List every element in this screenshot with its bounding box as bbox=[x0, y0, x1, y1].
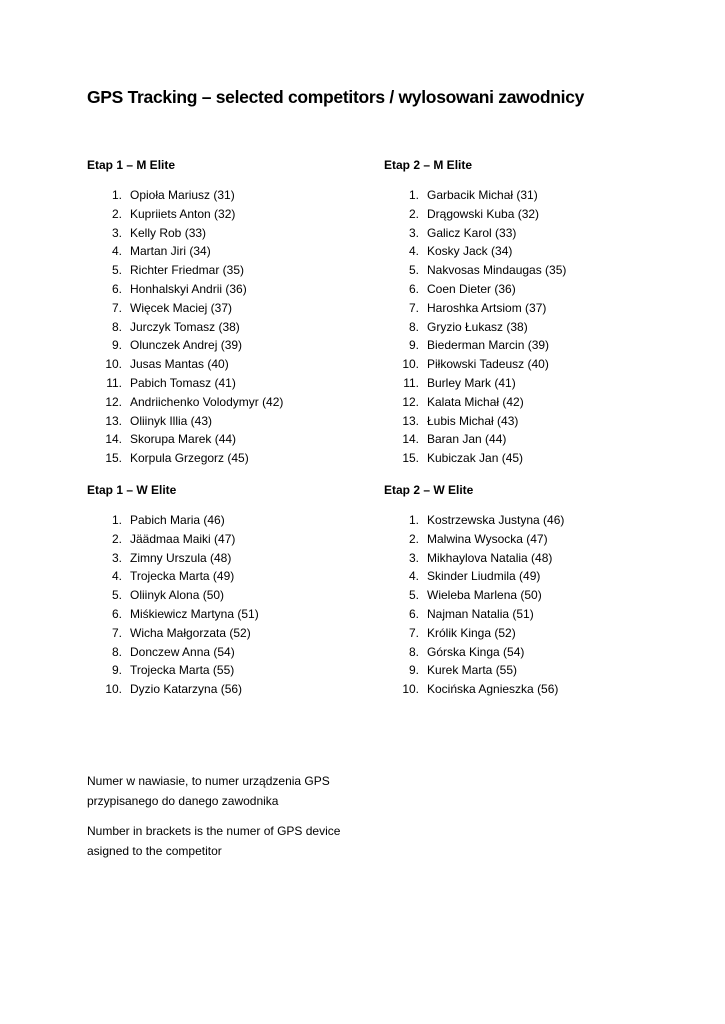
competitor-name: Skinder Liudmila (49) bbox=[427, 569, 541, 584]
list-item-number: 12. bbox=[105, 394, 122, 409]
competitor-name: Łubis Michał (43) bbox=[427, 413, 519, 428]
list-item bbox=[384, 661, 684, 680]
list-item bbox=[384, 280, 684, 299]
competitor-name: Jäädmaa Maiki (47) bbox=[130, 531, 236, 546]
list-item-number: 2. bbox=[408, 531, 419, 546]
list-item-number: 4. bbox=[111, 569, 122, 584]
list-item-number: 8. bbox=[111, 644, 122, 659]
list-item bbox=[384, 586, 684, 605]
competitor-name: Górska Kinga (54) bbox=[427, 644, 525, 659]
list-item bbox=[384, 412, 684, 431]
list-item bbox=[87, 430, 387, 449]
competitor-name: Zimny Urszula (48) bbox=[130, 550, 232, 565]
competitor-name: Martan Jiri (34) bbox=[130, 244, 211, 259]
list-item-number: 6. bbox=[408, 281, 419, 296]
section-heading: Etap 2 – W Elite bbox=[384, 483, 474, 497]
list-item-number: 9. bbox=[111, 338, 122, 353]
competitor-name: Honhalskyi Andrii (36) bbox=[130, 281, 247, 296]
competitor-name: Coen Dieter (36) bbox=[427, 281, 516, 296]
list-item-number: 1. bbox=[111, 513, 122, 527]
list-item bbox=[384, 605, 684, 624]
list-item bbox=[87, 242, 387, 261]
list-item bbox=[384, 643, 684, 662]
list-item-number: 6. bbox=[111, 281, 122, 296]
list-item bbox=[384, 530, 684, 549]
competitor-name: Kupriiets Anton (32) bbox=[130, 206, 236, 221]
list-item-number: 3. bbox=[111, 550, 122, 565]
competitor-name: Garbacik Michał (31) bbox=[427, 188, 538, 202]
list-item-number: 2. bbox=[408, 206, 419, 221]
note-english: Number in brackets is the numer of GPS device asigned to the competitor bbox=[87, 824, 341, 858]
section-heading: Etap 2 – M Elite bbox=[384, 158, 473, 172]
competitor-name: Kostrzewska Justyna (46) bbox=[427, 513, 565, 527]
competitor-name: Malwina Wysocka (47) bbox=[427, 531, 548, 546]
list-item bbox=[87, 412, 387, 431]
list-item bbox=[384, 224, 684, 243]
list-item-number: 13. bbox=[402, 413, 419, 428]
list-item-number: 1. bbox=[408, 188, 419, 202]
list-item-number: 15. bbox=[402, 451, 419, 466]
competitor-name: Galicz Karol (33) bbox=[427, 225, 517, 240]
competitor-name: Kurek Marta (55) bbox=[427, 663, 518, 678]
competitor-name: Biederman Marcin (39) bbox=[427, 338, 550, 353]
list-item-number: 15. bbox=[105, 451, 122, 466]
list-item-number: 4. bbox=[111, 244, 122, 259]
competitor-name: Oliinyk Illia (43) bbox=[130, 413, 213, 428]
competitor-name: Pabich Maria (46) bbox=[130, 513, 225, 527]
list-item-number: 5. bbox=[111, 263, 122, 278]
list-item-number: 4. bbox=[408, 244, 419, 259]
list-item bbox=[87, 280, 387, 299]
list-item-number: 8. bbox=[111, 319, 122, 334]
list-item-number: 1. bbox=[111, 188, 122, 202]
list-item-number: 7. bbox=[408, 625, 419, 640]
list-item bbox=[87, 318, 387, 337]
list-item bbox=[384, 205, 684, 224]
competitor-name: Richter Friedmar (35) bbox=[130, 263, 245, 278]
section-heading: Etap 1 – W Elite bbox=[87, 483, 177, 497]
list-item-number: 9. bbox=[408, 338, 419, 353]
competitor-name: Haroshka Artsiom (37) bbox=[427, 300, 547, 315]
list-item-number: 10. bbox=[402, 357, 419, 372]
list-item bbox=[87, 643, 387, 662]
list-item-number: 13. bbox=[105, 413, 122, 428]
list-item bbox=[87, 299, 387, 318]
competitor-name: Nakvosas Mindaugas (35) bbox=[427, 263, 567, 278]
list-item-number: 5. bbox=[408, 588, 419, 603]
competitor-name: Kosky Jack (34) bbox=[427, 244, 513, 259]
list-item bbox=[87, 549, 387, 568]
competitor-name: Kubiczak Jan (45) bbox=[427, 451, 524, 466]
competitor-name: Donczew Anna (54) bbox=[130, 644, 235, 659]
list-item-number: 11. bbox=[106, 375, 122, 390]
list-item-number: 14. bbox=[402, 432, 419, 447]
competitor-list bbox=[384, 186, 684, 468]
competitor-name: Miśkiewicz Martyna (51) bbox=[130, 606, 259, 621]
list-item bbox=[87, 374, 387, 393]
list-item bbox=[87, 511, 387, 530]
list-item bbox=[87, 586, 387, 605]
competitor-name: Skorupa Marek (44) bbox=[130, 432, 237, 447]
list-item bbox=[87, 393, 387, 412]
section-etap1-m-elite bbox=[87, 155, 387, 468]
list-item bbox=[87, 624, 387, 643]
list-item bbox=[384, 393, 684, 412]
list-item-number: 10. bbox=[105, 357, 122, 372]
list-item-number: 3. bbox=[408, 550, 419, 565]
list-item-number: 5. bbox=[408, 263, 419, 278]
list-item-number: 8. bbox=[408, 319, 419, 334]
list-item bbox=[87, 530, 387, 549]
list-item bbox=[87, 355, 387, 374]
list-item bbox=[87, 661, 387, 680]
competitor-name: Wieleba Marlena (50) bbox=[427, 588, 542, 603]
competitor-name: Baran Jan (44) bbox=[427, 432, 507, 447]
list-item bbox=[384, 299, 684, 318]
competitor-name: Andriichenko Volodymyr (42) bbox=[130, 394, 284, 409]
competitor-name: Dyzio Katarzyna (56) bbox=[130, 682, 243, 697]
list-item-number: 7. bbox=[408, 300, 419, 315]
list-item-number: 12. bbox=[402, 394, 419, 409]
competitor-name: Opioła Mariusz (31) bbox=[130, 188, 235, 202]
list-item-number: 3. bbox=[408, 225, 419, 240]
list-item-number: 9. bbox=[111, 663, 122, 678]
list-item bbox=[87, 680, 387, 699]
competitor-name: Kelly Rob (33) bbox=[130, 225, 207, 240]
list-item-number: 2. bbox=[111, 206, 122, 221]
competitor-name: Kocińska Agnieszka (56) bbox=[427, 682, 559, 697]
list-item-number: 10. bbox=[105, 682, 122, 697]
list-item-number: 6. bbox=[408, 606, 419, 621]
list-item bbox=[384, 261, 684, 280]
list-item-number: 8. bbox=[408, 644, 419, 659]
section-etap2-m-elite bbox=[384, 155, 684, 468]
list-item bbox=[384, 624, 684, 643]
section-etap1-w-elite bbox=[87, 480, 387, 699]
list-item bbox=[384, 549, 684, 568]
competitor-name: Mikhaylova Natalia (48) bbox=[427, 550, 553, 565]
competitor-name: Królik Kinga (52) bbox=[427, 625, 516, 640]
competitor-list bbox=[87, 186, 387, 468]
competitor-name: Burley Mark (41) bbox=[427, 375, 516, 390]
competitor-name: Wicha Małgorzata (52) bbox=[130, 625, 251, 640]
list-item bbox=[87, 261, 387, 280]
list-item-number: 4. bbox=[408, 569, 419, 584]
list-item-number: 10. bbox=[402, 682, 419, 697]
list-item bbox=[87, 186, 387, 205]
list-item-number: 3. bbox=[111, 225, 122, 240]
list-item bbox=[87, 205, 387, 224]
section-heading: Etap 1 – M Elite bbox=[87, 158, 176, 172]
list-item bbox=[384, 449, 684, 468]
list-item-number: 2. bbox=[111, 531, 122, 546]
competitor-name: Jusas Mantas (40) bbox=[130, 357, 229, 372]
list-item bbox=[384, 355, 684, 374]
list-item bbox=[87, 449, 387, 468]
competitor-name: Oliinyk Alona (50) bbox=[130, 588, 225, 603]
list-item-number: 5. bbox=[111, 588, 122, 603]
list-item bbox=[384, 318, 684, 337]
list-item bbox=[384, 511, 684, 530]
list-item bbox=[384, 186, 684, 205]
competitor-name: Kalata Michał (42) bbox=[427, 394, 524, 409]
list-item bbox=[384, 430, 684, 449]
list-item bbox=[87, 567, 387, 586]
note-polish: Numer w nawiasie, to numer urządzenia GPS przypisanego do danego zawodnika bbox=[87, 774, 330, 808]
list-item bbox=[87, 605, 387, 624]
competitor-list bbox=[384, 511, 684, 699]
competitor-name: Drągowski Kuba (32) bbox=[427, 206, 540, 221]
list-item bbox=[87, 224, 387, 243]
list-item bbox=[87, 336, 387, 355]
competitor-name: Trojecka Marta (55) bbox=[130, 663, 235, 678]
list-item-number: 11. bbox=[403, 375, 419, 390]
competitor-name: Olunczek Andrej (39) bbox=[130, 338, 243, 353]
list-item-number: 9. bbox=[408, 663, 419, 678]
page-title: GPS Tracking – selected competitors / wylosowani zawodnicy bbox=[87, 87, 585, 107]
competitor-name: Korpula Grzegorz (45) bbox=[130, 451, 249, 466]
competitor-name: Jurczyk Tomasz (38) bbox=[130, 319, 240, 334]
competitor-name: Najman Natalia (51) bbox=[427, 606, 534, 621]
list-item-number: 14. bbox=[105, 432, 122, 447]
competitor-name: Więcek Maciej (37) bbox=[130, 300, 233, 315]
competitor-name: Piłkowski Tadeusz (40) bbox=[427, 357, 549, 372]
competitor-name: Gryzio Łukasz (38) bbox=[427, 319, 528, 334]
list-item-number: 6. bbox=[111, 606, 122, 621]
list-item-number: 7. bbox=[111, 625, 122, 640]
competitor-name: Pabich Tomasz (41) bbox=[130, 375, 236, 390]
list-item bbox=[384, 680, 684, 699]
list-item-number: 7. bbox=[111, 300, 122, 315]
list-item bbox=[384, 242, 684, 261]
list-item bbox=[384, 567, 684, 586]
competitor-list bbox=[87, 511, 387, 699]
list-item bbox=[384, 336, 684, 355]
section-etap2-w-elite bbox=[384, 480, 684, 699]
list-item bbox=[384, 374, 684, 393]
list-item-number: 1. bbox=[408, 513, 419, 527]
competitor-name: Trojecka Marta (49) bbox=[130, 569, 235, 584]
